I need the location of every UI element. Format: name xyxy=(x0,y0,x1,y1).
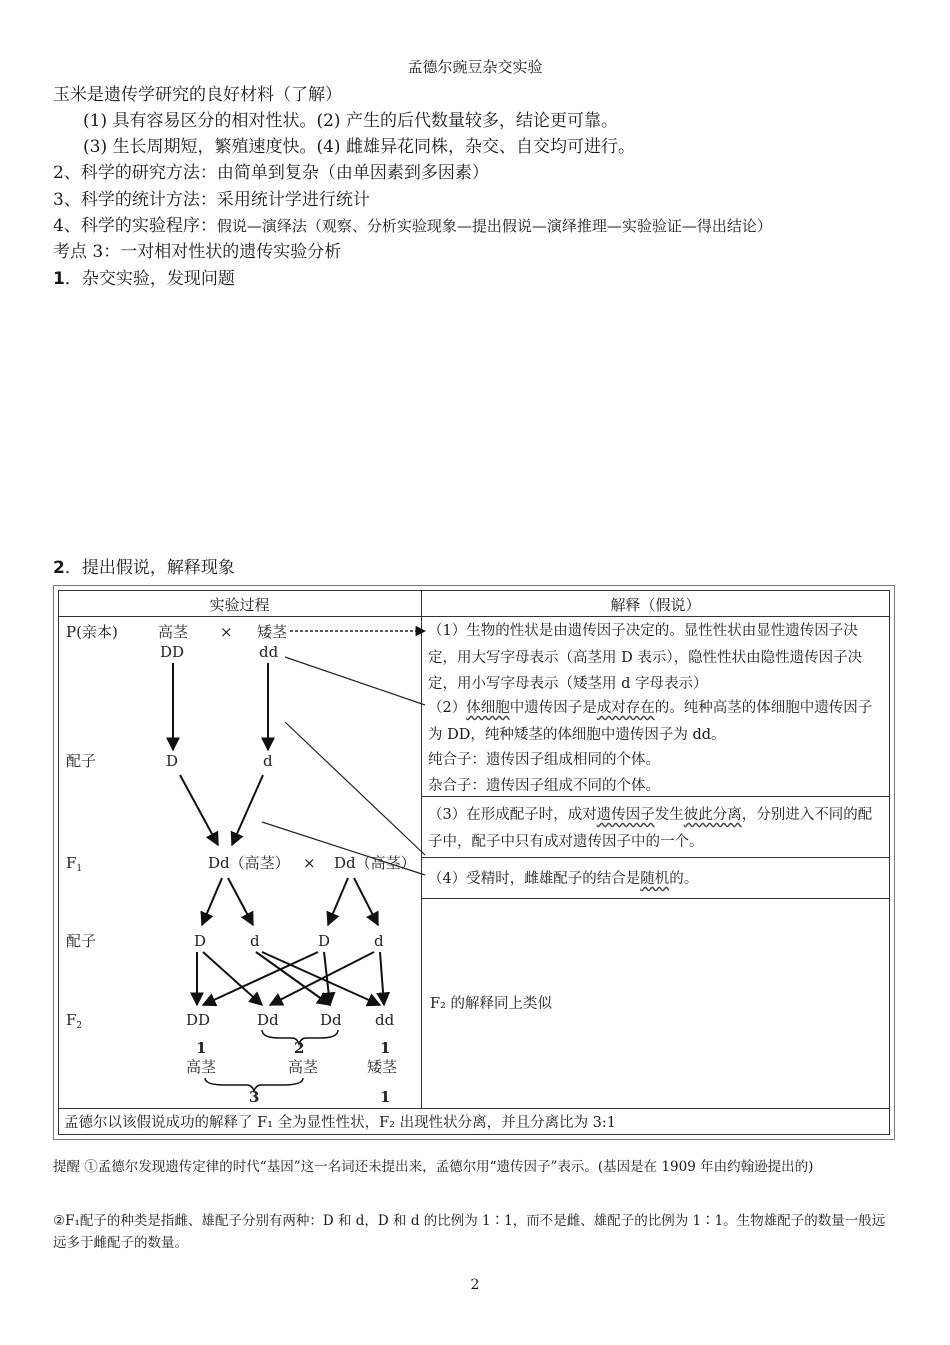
arrow-f1l-to-d xyxy=(228,878,253,925)
gamete-D: D xyxy=(166,752,179,770)
pointer-to-explanation-2 xyxy=(285,657,425,705)
section-1-number: 1 xyxy=(53,269,65,289)
section-2-number: 2 xyxy=(53,558,65,578)
ratio-Dd: 2 xyxy=(294,1039,305,1057)
parent-short-label: 矮茎 xyxy=(257,623,288,641)
label-f2: $F_2$ xyxy=(66,1011,83,1031)
arrow-D2-to-Dd1 xyxy=(324,952,330,1005)
note-2: ②F₁配子的种类是指雌、雄配子分别有两种：D 和 d，D 和 d 的比例为 1∶1，而不是雌、雄配子的比例为 1∶1。生物雄配子的数量一般远远多于雌配子的数量。 xyxy=(53,1213,886,1251)
explanation-2-part-b: 中遗传因子是 xyxy=(509,700,597,716)
page-number: 2 xyxy=(470,1277,480,1293)
explanation-1: （1）生物的性状是由遗传因子决定的。显性性状由显性遗传因子决定，用大写字母表示（高茎用 D 表示），隐性性状由隐性遗传因子决定，用小写字母表示（矮茎用 d 字母表示） xyxy=(428,623,863,692)
f2-genotype-Dd-2: Dd xyxy=(320,1011,342,1029)
phenotype-tall-1: 高茎 xyxy=(186,1058,217,1076)
explanation-hetero: 杂合子：遗传因子组成不同的个体。 xyxy=(428,778,660,794)
explanation-3-emph-1: 遗传因子 xyxy=(596,807,655,823)
ratio-dd: 1 xyxy=(380,1039,391,1057)
parent-tall-label: 高茎 xyxy=(158,623,189,641)
point-3: 3、科学的统计方法：采用统计学进行统计 xyxy=(53,190,370,210)
note-1: 提醒 ①孟德尔发现遗传定律的时代“基因”这一名词还未提出来，孟德尔用“遗传因子”表示。(基因是在 1909 年由约翰逊提出的) xyxy=(53,1159,814,1175)
explanation-3-part-b: 发生 xyxy=(654,807,684,823)
f1-cross-symbol: × xyxy=(303,854,316,872)
explanation-2-emph-2: 成对存在 xyxy=(596,700,655,716)
explanation-f2: F₂ 的解释同上类似 xyxy=(430,996,552,1012)
explanation-4-emph: 随机 xyxy=(640,871,670,887)
explanation-3-part-a: （3）在形成配子时，成对 xyxy=(428,807,597,823)
table-footer-text: 孟德尔以该假说成功的解释了 F₁ 全为显性性状，F₂ 出现性状分离，并且分离比为 3:1 xyxy=(64,1115,617,1131)
label-gamete-1: 配子 xyxy=(66,752,97,770)
point-4-label: 4、科学的实验程序： xyxy=(53,216,217,236)
explanation-2-part-a: （2） xyxy=(428,700,467,716)
explanation-4-part-a: （4）受精时，雌雄配子的结合是 xyxy=(428,871,641,887)
table-header-explanation: 解释（假说） xyxy=(610,596,701,614)
parent-genotype-DD: DD xyxy=(160,643,185,661)
explanation-2-emph-1: 体细胞 xyxy=(466,700,510,716)
arrow-f1r-to-d xyxy=(354,878,378,925)
f1-gamete-d-2: d xyxy=(374,932,384,950)
ratio-short-total: 1 xyxy=(380,1088,391,1106)
f1-gamete-D-1: D xyxy=(194,932,207,950)
section-1-title: ．杂交实验，发现问题 xyxy=(64,269,235,289)
explanation-2-part-c: 的。纯种高茎的体细胞中遗传因子为 DD，纯种矮茎的体细胞中遗传因子为 dd。 xyxy=(428,700,873,743)
arrow-D-to-F1 xyxy=(180,775,218,845)
phenotype-short: 矮茎 xyxy=(367,1058,398,1076)
arrow-D2-to-DD xyxy=(203,952,318,1005)
arrow-d2-to-Dd2 xyxy=(270,952,374,1005)
section-2-title: ．提出假说，解释现象 xyxy=(64,558,235,578)
arrow-f1r-to-D xyxy=(328,878,348,925)
arrow-d-to-F1 xyxy=(232,775,263,845)
explanation-3-part-c: ，分别进入不同的配子中，配子中只有成对遗传因子中的一个。 xyxy=(428,807,873,850)
intro-item-2: (3) 生长周期短，繁殖速度快。(4) 雌雄异花同株，杂交、自交均可进行。 xyxy=(83,137,635,157)
f1-gamete-d-1: d xyxy=(250,932,260,950)
arrow-D1-to-Dd2 xyxy=(203,952,262,1005)
f1-right: Dd（高茎） xyxy=(334,854,416,872)
phenotype-tall-2: 高茎 xyxy=(288,1058,319,1076)
f1-left: Dd（高茎） xyxy=(208,854,290,872)
intro-heading: 玉米是遗传学研究的良好材料（了解） xyxy=(53,85,342,105)
parent-genotype-dd: dd xyxy=(259,643,279,661)
parent-cross-symbol: × xyxy=(220,623,233,641)
explanation-4-part-b: 的。 xyxy=(669,871,699,887)
explanation-pure: 纯合子：遗传因子组成相同的个体。 xyxy=(428,752,660,768)
table-header-process: 实验过程 xyxy=(209,596,270,614)
point-4-text: 假说—演绎法（观察、分析实验现象—提出假说—演绎推理—实验验证—得出结论） xyxy=(216,217,772,235)
kaodian-heading: 考点 3：一对相对性状的遗传实验分析 xyxy=(53,242,342,262)
explanation-3-emph-2: 彼此分离 xyxy=(683,807,742,823)
label-f1: $F_1$ xyxy=(66,854,83,874)
gamete-d: d xyxy=(263,752,273,770)
label-gamete-2: 配子 xyxy=(66,932,97,950)
arrow-f1l-to-D xyxy=(202,878,222,925)
point-2: 2、科学的研究方法：由简单到复杂（由单因素到多因素） xyxy=(53,163,489,183)
f2-genotype-Dd-1: Dd xyxy=(257,1011,279,1029)
f2-genotype-dd: dd xyxy=(375,1011,395,1029)
f2-genotype-DD: DD xyxy=(186,1011,211,1029)
arrow-d2-to-dd xyxy=(380,952,384,1005)
intro-item-1: (1) 具有容易区分的相对性状。(2) 产生的后代数量较多，结论更可靠。 xyxy=(83,111,618,131)
ratio-tall-total: 3 xyxy=(249,1088,260,1106)
label-parent: P(亲本) xyxy=(66,623,118,641)
page-title: 孟德尔豌豆杂交实验 xyxy=(407,58,543,76)
f1-gamete-D-2: D xyxy=(318,932,331,950)
pointer-to-explanation-3 xyxy=(285,722,425,855)
ratio-DD: 1 xyxy=(196,1039,207,1057)
